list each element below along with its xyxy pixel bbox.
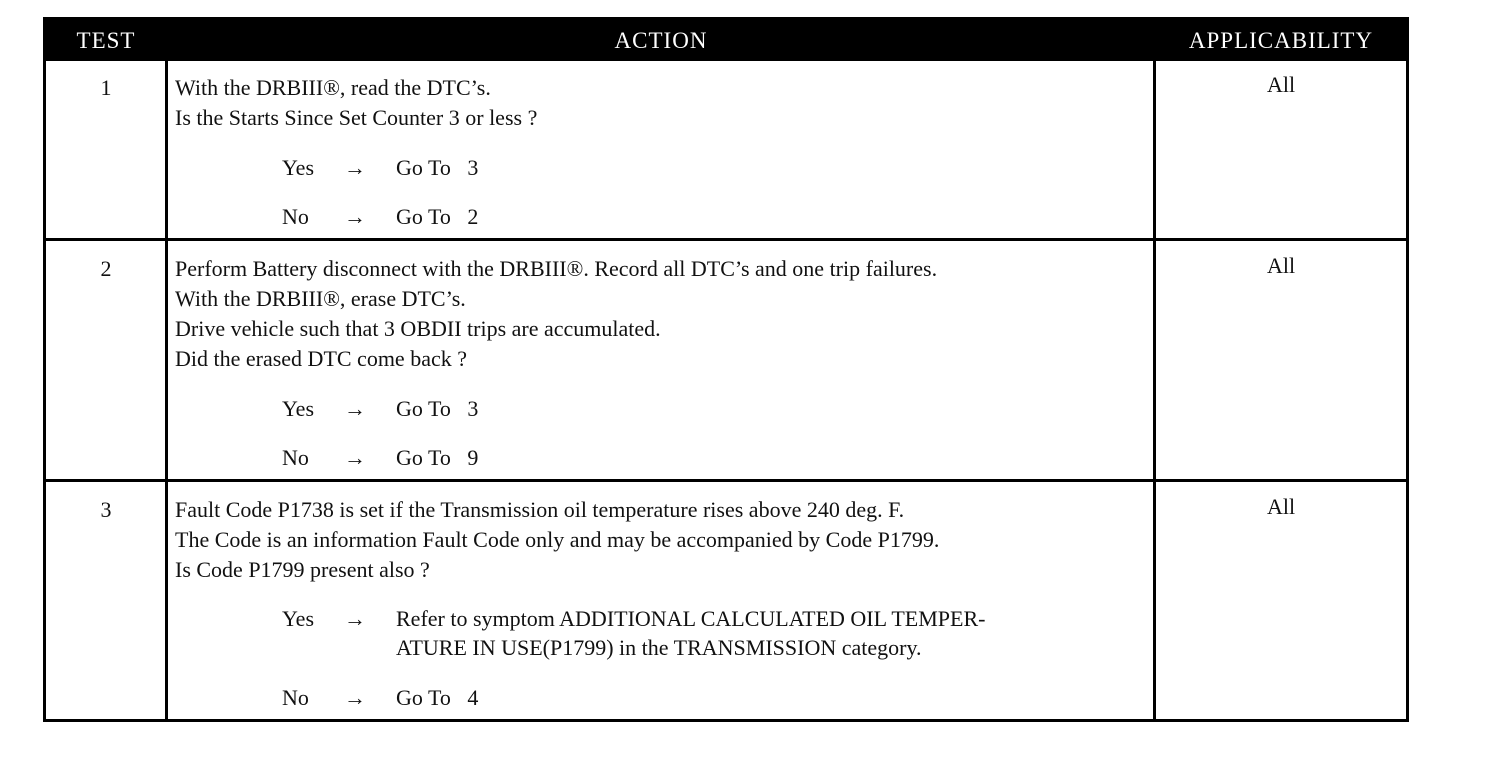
action-line: Did the erased DTC come back ?: [175, 346, 467, 371]
action-text: [175, 73, 537, 133]
test-number: 1: [100, 75, 112, 100]
column-divider: [165, 61, 168, 719]
action-line: Perform Battery disconnect with the DRBIII®. Record all DTC’s and one trip failures.: [175, 256, 938, 281]
header-action: ACTION: [614, 28, 708, 53]
action-line: Fault Code P1738 is set if the Transmission oil temperature rises above 240 deg. F.: [175, 497, 905, 522]
arrow-icon: →: [344, 606, 366, 631]
header-applicability: APPLICABILITY: [1188, 28, 1374, 53]
option-label: No: [282, 204, 309, 229]
arrow-icon: →: [344, 685, 366, 710]
option-result: Go To 4: [396, 685, 479, 710]
action-line: Is Code P1799 present also ?: [175, 557, 430, 582]
action-line: With the DRBIII®, erase DTC’s.: [175, 286, 466, 311]
option-result: Go To 2: [396, 204, 479, 229]
applicability-value: All: [1266, 253, 1296, 278]
test-number: 2: [100, 256, 112, 281]
option-label: No: [282, 685, 309, 710]
arrow-icon: →: [344, 204, 366, 229]
action-line: The Code is an information Fault Code only and may be accompanied by Code P1799.: [175, 527, 940, 552]
row-divider: [46, 238, 1406, 241]
option-result: Go To 3: [396, 155, 479, 180]
option-label: Yes: [282, 396, 315, 421]
action-line: Drive vehicle such that 3 OBDII trips are accumulated.: [175, 316, 661, 341]
header-test: TEST: [76, 28, 136, 53]
option-label: Yes: [282, 155, 315, 180]
column-divider: [1153, 61, 1156, 719]
action-line: With the DRBIII®, read the DTC’s.: [175, 75, 491, 100]
option-label: Yes: [282, 606, 315, 631]
action-text: [175, 254, 937, 374]
arrow-icon: →: [344, 445, 366, 470]
option-result-continued: ATURE IN USE(P1799) in the TRANSMISSION category.: [396, 635, 922, 660]
option-result: Refer to symptom ADDITIONAL CALCULATED OIL TEMPER-: [396, 606, 986, 631]
applicability-value: All: [1266, 72, 1296, 97]
option-label: No: [282, 445, 309, 470]
action-text: [175, 495, 939, 585]
option-result: Go To 3: [396, 396, 479, 421]
arrow-icon: →: [344, 396, 366, 421]
applicability-value: All: [1266, 494, 1296, 519]
action-line: Is the Starts Since Set Counter 3 or less ?: [175, 105, 538, 130]
diagnostic-test-table: [43, 17, 1409, 722]
option-result: Go To 9: [396, 445, 479, 470]
test-number: 3: [100, 497, 112, 522]
arrow-icon: →: [344, 155, 366, 180]
row-divider: [46, 479, 1406, 482]
table-header: [46, 20, 1406, 61]
